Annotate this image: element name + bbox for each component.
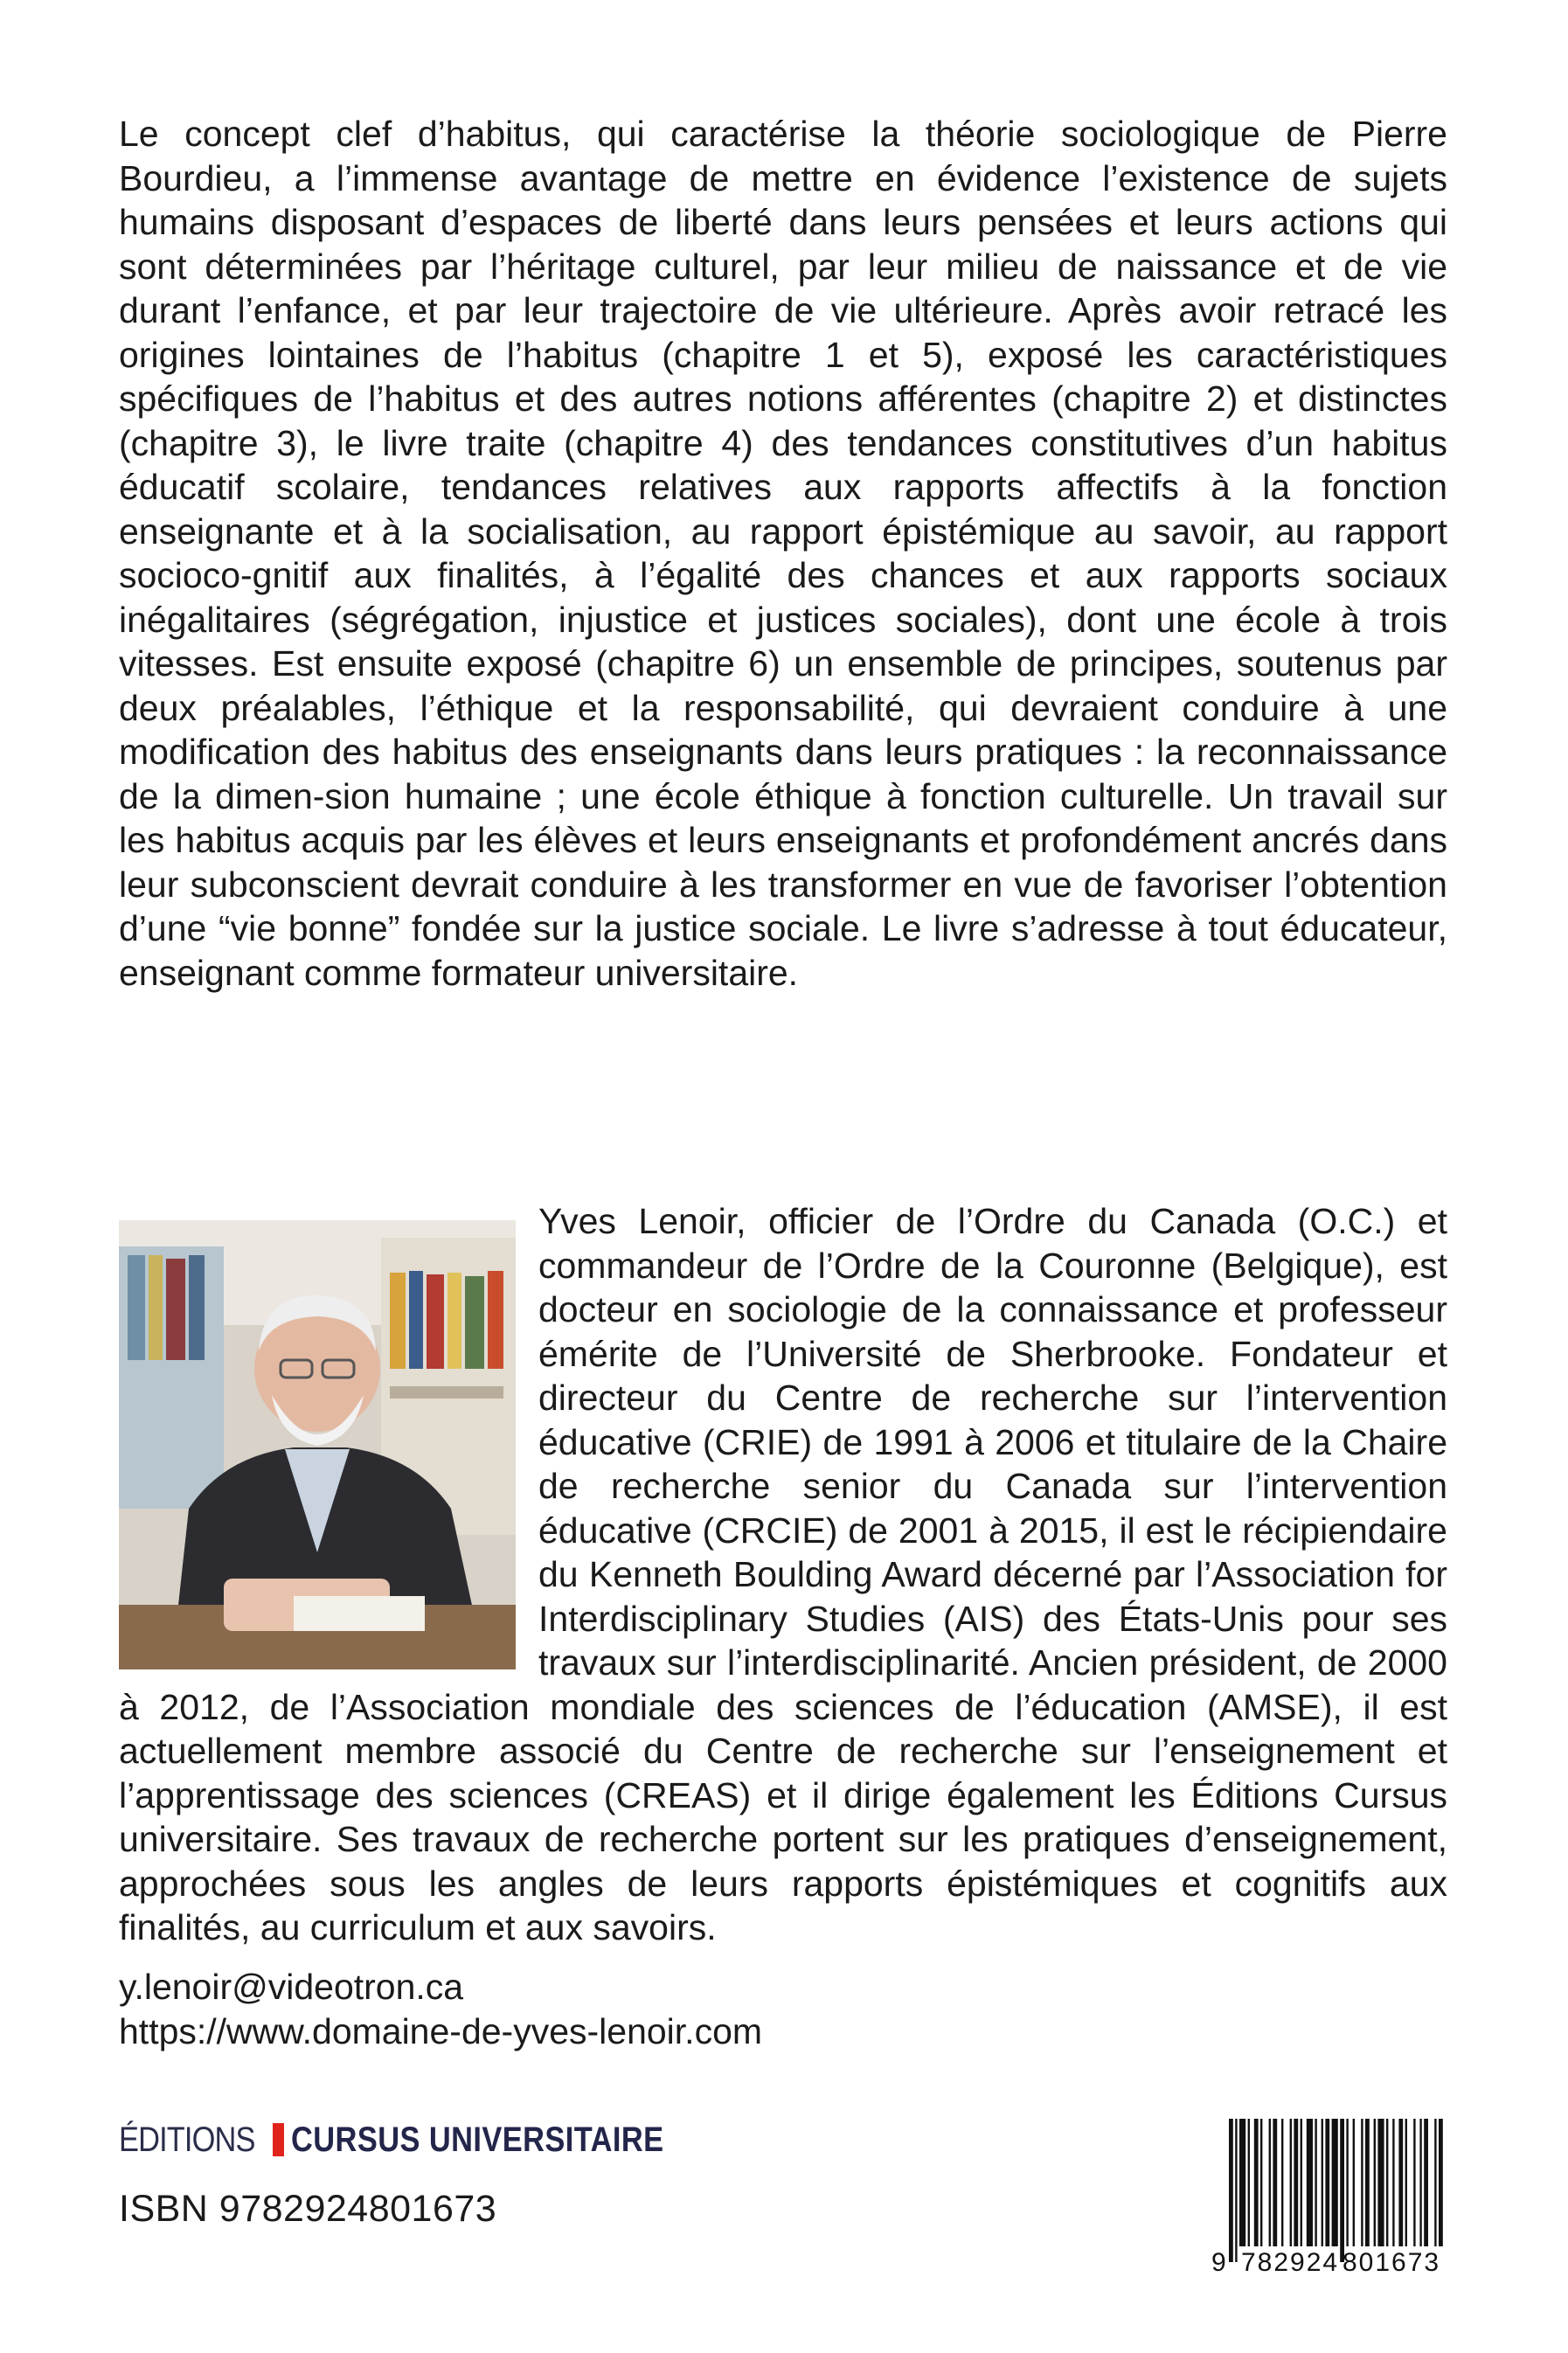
barcode-bar [1301,2119,1302,2246]
barcode-bar [1294,2119,1298,2246]
barcode-bar [1377,2119,1384,2246]
barcode-bar [1340,2119,1344,2262]
barcode-bar [1254,2119,1259,2246]
author-email: y.lenoir@videotron.ca [119,1967,464,2007]
isbn-label: ISBN 9782924801673 [119,2188,497,2230]
publisher-red-bar-icon [273,2123,284,2156]
barcode-bar [1424,2119,1428,2246]
barcode-bar [1392,2119,1394,2246]
barcode-bar [1434,2119,1436,2246]
barcode-digits-left: 782924 [1241,2248,1340,2277]
barcode-bar [1361,2119,1363,2246]
barcode-bar [1315,2119,1316,2246]
barcode-bar [1269,2119,1271,2246]
barcode-bar [1332,2119,1338,2246]
barcode-bar [1307,2119,1313,2246]
barcode-bar [1405,2119,1407,2246]
book-summary: Le concept clef d’habitus, qui caractérise la théorie sociologique de Pierre Bourdieu, a l’immense avantage de mettre en évidence l’existence de sujets humains disposant d’espaces de liberté dans leurs pensées et leurs actions qui sont déterminées par l’héritage culturel, par leur milieu de naissance et de vie durant l’enfance, et par leur trajectoire de vie ultérieure. Après avoir retracé les origines lointaines de l’habitus (chapitre 1 et 5), exposé les caractéristiques spécifiques de l’habitus et des autres notions afférentes (chapitre 2) et distinctes (chapitre 3), le livre traite (chapitre 4) des tendances constitutives d’un habitus éducatif scolaire, tendances relatives aux rapports affectifs à la fonction enseignante et à la socialisation, au rapport épistémique au savoir, au rapport socioco-gnitif aux finalités, à l’égalité des chances et aux rapports sociaux inégalitaires (ségrégation, injustice et justices sociales), dont une école à trois vitesses. Est ensuite exposé (chapitre 6) un ensemble de principes, soutenus par deux préalables, l’éthique et la responsabilité, qui devraient conduire à une modification des habitus des enseignants dans leurs pratiques : la reconnaissance de la dimen-sion humaine ; une école éthique à fonction culturelle. Un travail sur les habitus acquis par les élèves et leurs enseignants et profondément ancrés dans leur subconscient devrait conduire à les transformer en vue de favoriser l’obtention d’une “vie bonne” fondée sur la justice sociale. Le livre s’adresse à tout éducateur, enseignant comme formateur universitaire. [119,114,1447,993]
barcode-digits-right: 801673 [1343,2248,1441,2277]
author-bio [119,1199,1447,1950]
barcode-bar [1413,2119,1415,2246]
publisher-logo [119,2119,725,2161]
barcode-bar [1386,2119,1388,2246]
barcode-digits [1210,2246,1451,2285]
publisher-editions-label: ÉDITIONS [119,2120,255,2159]
isbn-barcode [1210,2115,1451,2285]
barcode-bar [1281,2119,1283,2246]
barcode-bar [1235,2119,1237,2262]
barcode-bar [1439,2119,1443,2246]
barcode-bar [1374,2119,1376,2246]
barcode-bar [1325,2119,1329,2246]
barcode-bar [1239,2119,1245,2246]
barcode-bar [1346,2119,1348,2246]
barcode-bar [1260,2119,1262,2246]
publisher-name: CURSUS UNIVERSITAIRE [291,2120,664,2159]
barcode-bar [1353,2119,1355,2246]
barcode-bar [1419,2119,1421,2246]
author-website: https://www.domaine-de-yves-lenoir.com [119,2010,763,2051]
author-portrait-photo [119,1220,516,1669]
barcode-bar [1229,2119,1233,2262]
barcode-bar [1322,2119,1323,2246]
barcode-bar [1398,2119,1403,2246]
barcode-bar [1290,2119,1292,2246]
author-bio-text: Yves Lenoir, officier de l’Ordre du Canada (O.C.) et commandeur de l’Ordre de la Couronne (Belgique), est docteur en sociologie de la connaissance et professeur émérite de l’Université de Sherbrooke. Fondateur et directeur du Centre de recherche sur l’intervention éducative (CRIE) de 1991 à 2006 et titulaire de la Chaire de recherche senior du Canada sur l’intervention éducative (CRCIE) de 2001 à 2015, il est le récipiendaire du Kenneth Boulding Award décerné par l’Association for Interdisciplinary Studies (AIS) des États-Unis pour ses travaux sur l’interdisciplinarité. Ancien président, de 2000 à 2012, de l’Association mondiale des sciences de l’éducation (AMSE), il est actuellement membre associé du Centre de recherche sur l’enseignement et l’apprentissage des sciences (CREAS) et il dirige également les Éditions Cursus universitaire. Ses travaux de recherche portent sur les pratiques d’enseignement, approchées sous les angles de leurs rapports épistémiques et cognitifs aux finalités, au curriculum et aux savoirs. [119,1201,1447,1947]
author-contact [119,1965,762,2053]
barcode-bar [1365,2119,1370,2246]
barcode-bar [1248,2119,1250,2246]
barcode-digit-first: 9 [1211,2248,1226,2277]
barcode-bar [1273,2119,1277,2246]
